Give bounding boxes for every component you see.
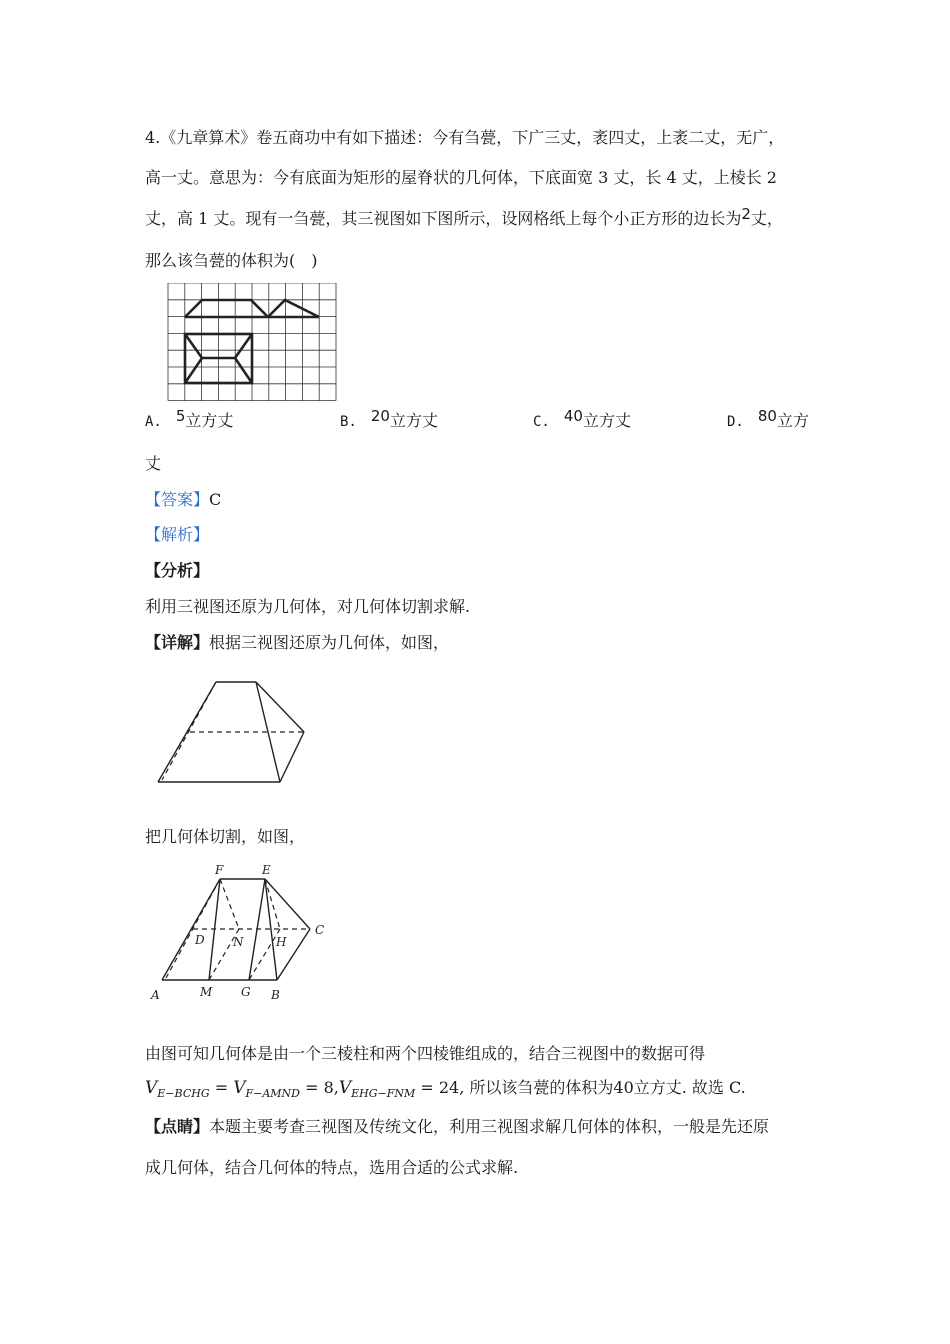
label-h: H bbox=[276, 935, 287, 949]
question-line-2: 高一丈。意思为：今有底面为矩形的屋脊状的几何体，下底面宽 3 丈，长 4 丈，上棱长 2 bbox=[145, 168, 777, 187]
option-b-letter: B. bbox=[340, 414, 357, 430]
option-d bbox=[727, 407, 809, 433]
label-c: C bbox=[315, 923, 325, 937]
three-view-figure bbox=[167, 283, 337, 403]
volume-3: V bbox=[338, 1078, 352, 1098]
front-view bbox=[185, 300, 268, 317]
label-d: D bbox=[195, 933, 205, 947]
label-e: E bbox=[262, 863, 271, 877]
fenxi-tag: 【分析】 bbox=[145, 561, 210, 580]
xiangjie-tag: 【详解】 bbox=[145, 633, 210, 652]
option-d-wrap: 丈 bbox=[145, 454, 162, 473]
option-d-unit: 立方 bbox=[776, 411, 809, 430]
option-c-num: 40 bbox=[563, 407, 583, 425]
side-view bbox=[268, 300, 319, 317]
xiangjie-text: 根据三视图还原为几何体，如图， bbox=[209, 633, 450, 652]
equals-3: = 24 bbox=[415, 1078, 460, 1097]
conclusion-line-2 bbox=[145, 1077, 746, 1105]
dianjing-tag: 【点睛】 bbox=[145, 1117, 210, 1136]
answer-tag: 【答案】 bbox=[145, 490, 210, 509]
volume-2: V bbox=[233, 1078, 246, 1098]
volume-3-sub: EHG−FNM bbox=[351, 1087, 416, 1101]
question-line-3-text: 丈，高 1 丈。现有一刍甍，其三视图如下图所示，设网格纸上每个小正方形的边长为 bbox=[145, 209, 742, 228]
question-line-3-tail: 丈， bbox=[750, 209, 783, 228]
dianjing-line-1 bbox=[145, 1116, 769, 1138]
label-f: F bbox=[215, 863, 224, 877]
option-a bbox=[145, 407, 234, 433]
cut-solid-figure bbox=[145, 858, 340, 1004]
cut-text: 把几何体切割，如图， bbox=[145, 827, 306, 846]
dianjing-line-2: 成几何体，结合几何体的特点，选用合适的公式求解. bbox=[145, 1158, 519, 1177]
equals-1: = bbox=[209, 1078, 234, 1097]
option-c-unit: 立方丈 bbox=[582, 411, 631, 430]
volume-1: V bbox=[145, 1078, 158, 1098]
answer-line bbox=[145, 489, 221, 511]
dianjing-text-1: 本题主要考查三视图及传统文化，利用三视图求解几何体的体积，一般是先还原 bbox=[209, 1117, 770, 1136]
option-d-letter: D. bbox=[727, 414, 744, 430]
question-line-3-num: 2 bbox=[741, 205, 751, 223]
jiexi-tag: 【解析】 bbox=[145, 525, 210, 544]
option-a-unit: 立方丈 bbox=[185, 411, 234, 430]
xiangjie-line bbox=[145, 632, 449, 654]
equals-2: = 8, bbox=[300, 1078, 339, 1097]
label-n: N bbox=[233, 935, 244, 949]
option-c-letter: C. bbox=[533, 414, 550, 430]
question-line-1: 4.《九章算术》卷五商功中有如下描述：今有刍甍，下广三丈，袤四丈，上袤二丈，无广， bbox=[145, 128, 785, 147]
option-a-num: 5 bbox=[175, 407, 186, 425]
answer-value: C bbox=[209, 490, 222, 509]
volume-1-sub: E−BCHG bbox=[157, 1087, 210, 1101]
option-a-letter: A. bbox=[145, 414, 162, 430]
option-b-unit: 立方丈 bbox=[389, 411, 438, 430]
option-c bbox=[533, 407, 631, 433]
conclusion-tail: , 所以该刍甍的体积为40立方丈. 故选 C. bbox=[459, 1078, 746, 1097]
question-line-3 bbox=[145, 205, 783, 230]
solid-figure bbox=[150, 676, 315, 788]
label-g: G bbox=[241, 985, 251, 999]
label-m: M bbox=[200, 985, 213, 999]
option-b-num: 20 bbox=[370, 407, 390, 425]
fenxi-text: 利用三视图还原为几何体，对几何体切割求解. bbox=[145, 597, 471, 616]
conclusion-line-1: 由图可知几何体是由一个三棱柱和两个四棱锥组成的，结合三视图中的数据可得 bbox=[145, 1044, 706, 1063]
option-d-num: 80 bbox=[757, 407, 777, 425]
question-line-4: 那么该刍甍的体积为( ) bbox=[145, 251, 318, 270]
label-a: A bbox=[151, 988, 160, 1002]
option-b bbox=[340, 407, 438, 433]
label-b: B bbox=[271, 988, 280, 1002]
volume-2-sub: F−AMND bbox=[245, 1087, 300, 1101]
